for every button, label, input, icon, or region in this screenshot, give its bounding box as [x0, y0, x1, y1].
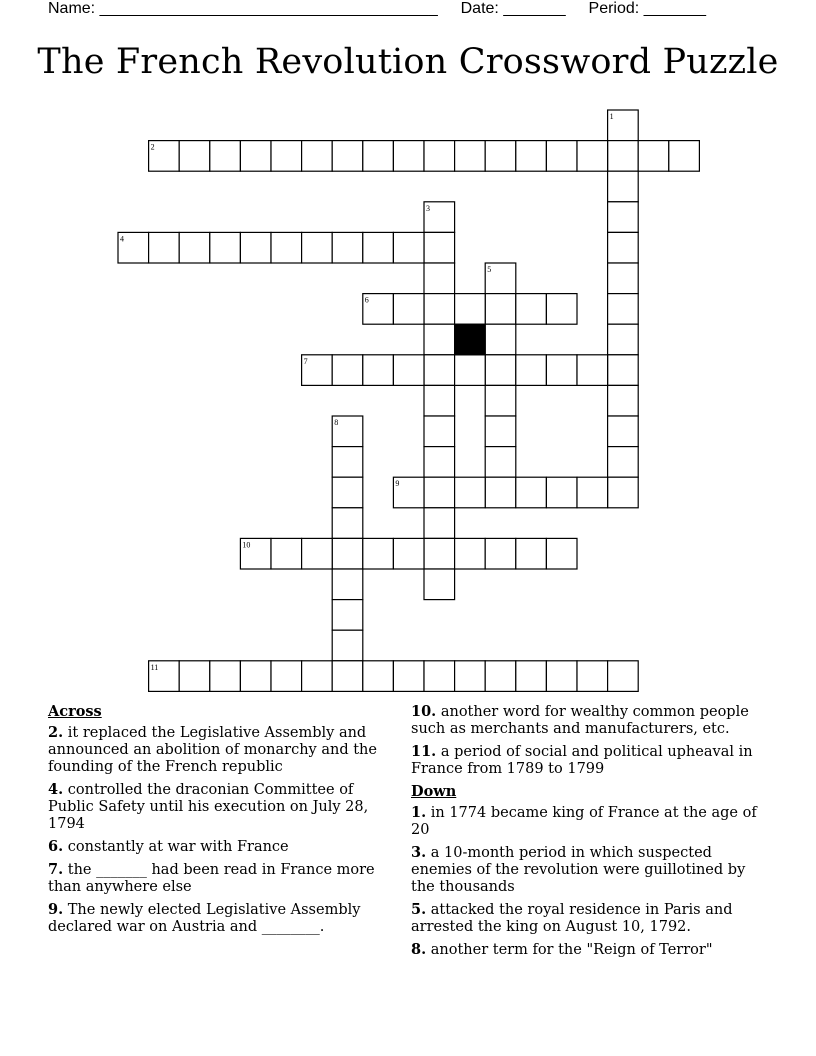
grid-cell[interactable]: [485, 447, 516, 478]
grid-cell[interactable]: [546, 355, 577, 386]
grid-cell[interactable]: [332, 538, 363, 569]
grid-cell[interactable]: [608, 355, 639, 386]
clue-text: another word for wealthy common people such as merchants and manufacturers, etc.: [411, 704, 749, 737]
clue-number-4: 4: [120, 234, 124, 244]
grid-cell[interactable]: [608, 324, 639, 355]
grid-cell[interactable]: [210, 232, 241, 263]
grid-cell[interactable]: [363, 538, 394, 569]
grid-cell[interactable]: [393, 661, 424, 692]
grid-cell[interactable]: [608, 447, 639, 478]
grid-cell[interactable]: [424, 141, 455, 172]
grid-cell[interactable]: [546, 294, 577, 325]
grid-cell[interactable]: [424, 508, 455, 539]
grid-cell[interactable]: [332, 355, 363, 386]
grid-cell[interactable]: [393, 294, 424, 325]
clue-number: 11.: [411, 743, 437, 760]
clues-left-column: [48, 703, 393, 941]
grid-cell[interactable]: [240, 232, 271, 263]
grid-cell[interactable]: [179, 232, 210, 263]
grid-cell[interactable]: [332, 232, 363, 263]
down-clue-list: [411, 804, 763, 959]
grid-cell[interactable]: [363, 232, 394, 263]
clue-number-6: 6: [364, 295, 369, 305]
across-clue: [411, 743, 763, 778]
grid-cell[interactable]: [608, 232, 639, 263]
clue-number-7: 7: [303, 356, 308, 366]
grid-cell[interactable]: [516, 141, 547, 172]
clue-number: 1.: [411, 804, 427, 821]
grid-cell[interactable]: [240, 141, 271, 172]
clue-text: a 10-month period in which suspected enemies of the revolution were guillotined by the thousands: [411, 845, 746, 895]
grid-cell[interactable]: [485, 324, 516, 355]
grid-cell[interactable]: [210, 661, 241, 692]
down-clue: [411, 844, 763, 896]
across-heading: Across: [48, 703, 102, 720]
clue-number: 10.: [411, 703, 437, 720]
across-clue: [48, 901, 393, 936]
grid-cell[interactable]: [608, 661, 639, 692]
clue-number: 8.: [411, 941, 427, 958]
grid-cell[interactable]: [485, 355, 516, 386]
across-clue: [48, 724, 393, 776]
grid-cell[interactable]: [455, 141, 486, 172]
grid-cell[interactable]: [608, 171, 639, 202]
grid-cell[interactable]: [669, 141, 700, 172]
clue-number-9: 9: [395, 479, 400, 489]
grid-cell[interactable]: [332, 600, 363, 631]
date-blank[interactable]: _______: [503, 0, 566, 17]
grid-cell[interactable]: [302, 141, 333, 172]
grid-cell[interactable]: [546, 141, 577, 172]
grid-cell[interactable]: [485, 477, 516, 508]
grid-cell[interactable]: [424, 355, 455, 386]
grid-cell[interactable]: [363, 355, 394, 386]
grid-cell[interactable]: [577, 355, 608, 386]
grid-cell[interactable]: [546, 538, 577, 569]
clue-number-11: 11: [150, 662, 159, 672]
grid-cell[interactable]: [424, 447, 455, 478]
shaded-grid-cell: [455, 324, 486, 355]
across-clue-list-continued: [411, 703, 763, 778]
grid-cell[interactable]: [363, 141, 394, 172]
clue-number: 4.: [48, 781, 64, 798]
across-clue: [48, 781, 393, 833]
grid-cell[interactable]: [393, 141, 424, 172]
grid-cell[interactable]: [332, 447, 363, 478]
grid-cell[interactable]: [455, 294, 486, 325]
page-title: The French Revolution Crossword Puzzle: [37, 42, 779, 82]
period-label: Period:: [588, 0, 640, 17]
clue-text: controlled the draconian Committee of Public Safety until his execution on July 28, 1794: [48, 782, 369, 832]
grid-cell[interactable]: [516, 355, 547, 386]
grid-cell[interactable]: [516, 477, 547, 508]
across-clue: [411, 703, 763, 738]
clue-number: 6.: [48, 838, 64, 855]
grid-cell[interactable]: [302, 661, 333, 692]
down-heading: Down: [411, 783, 457, 800]
grid-cell[interactable]: [332, 508, 363, 539]
grid-cell[interactable]: [424, 538, 455, 569]
grid-cell[interactable]: [271, 232, 302, 263]
grid-cell[interactable]: [332, 477, 363, 508]
grid-cell[interactable]: [271, 661, 302, 692]
grid-cell[interactable]: [608, 477, 639, 508]
clue-number: 2.: [48, 724, 64, 741]
clue-number-8: 8: [334, 418, 339, 427]
grid-cell[interactable]: [577, 661, 608, 692]
grid-cell[interactable]: [424, 569, 455, 600]
date-label: Date:: [460, 0, 499, 17]
clue-number-10: 10: [242, 540, 251, 550]
grid-cell[interactable]: [455, 538, 486, 569]
grid-cell[interactable]: [608, 294, 639, 325]
grid-cell[interactable]: [302, 232, 333, 263]
clue-number: 3.: [411, 844, 427, 861]
grid-cell[interactable]: [393, 538, 424, 569]
clue-number: 9.: [48, 901, 64, 918]
grid-cell[interactable]: [516, 538, 547, 569]
clue-text: in 1774 became king of France at the age of 20: [411, 805, 757, 838]
clue-number-5: 5: [487, 265, 492, 274]
grid-cell[interactable]: [424, 324, 455, 355]
grid-cell[interactable]: [546, 661, 577, 692]
grid-cell[interactable]: [608, 416, 639, 447]
grid-cell[interactable]: [393, 232, 424, 263]
grid-cell[interactable]: [424, 416, 455, 447]
grid-cell[interactable]: [332, 569, 363, 600]
name-label: Name:: [48, 0, 96, 17]
grid-cell[interactable]: [179, 661, 210, 692]
grid-cell[interactable]: [485, 294, 516, 325]
grid-cell[interactable]: [393, 355, 424, 386]
grid-cell[interactable]: [516, 294, 547, 325]
grid-cell[interactable]: [546, 477, 577, 508]
grid-cell[interactable]: [332, 141, 363, 172]
across-clue: [48, 838, 393, 856]
clue-text: the _______ had been read in France more than anywhere else: [48, 862, 375, 895]
grid-cell[interactable]: [424, 477, 455, 508]
across-clue-list: [48, 724, 393, 936]
grid-cell[interactable]: [455, 661, 486, 692]
clue-text: another term for the "Reign of Terror": [426, 942, 713, 958]
grid-cell[interactable]: [149, 232, 180, 263]
grid-cell[interactable]: [608, 202, 639, 233]
grid-cell[interactable]: [455, 355, 486, 386]
clue-text: it replaced the Legislative Assembly and announced an abolition of monarchy and the founding of the French republic: [48, 725, 377, 775]
grid-cell[interactable]: [638, 141, 669, 172]
clue-text: The newly elected Legislative Assembly declared war on Austria and ________.: [48, 902, 361, 935]
grid-cell[interactable]: [302, 538, 333, 569]
down-clue: [411, 804, 763, 839]
clue-number-3: 3: [426, 203, 430, 213]
grid-cell[interactable]: [179, 141, 210, 172]
grid-cell[interactable]: [424, 263, 455, 294]
clue-text: a period of social and political upheaval in France from 1789 to 1799: [411, 744, 753, 777]
grid-cell[interactable]: [363, 661, 394, 692]
clue-number-2: 2: [150, 142, 155, 152]
student-info-header: [48, 0, 706, 18]
grid-cell[interactable]: [424, 294, 455, 325]
name-blank[interactable]: ______________________________________: [99, 0, 438, 17]
grid-cell[interactable]: [485, 538, 516, 569]
grid-cell[interactable]: [485, 661, 516, 692]
grid-cell[interactable]: [332, 630, 363, 661]
grid-cell[interactable]: [516, 661, 547, 692]
grid-cell[interactable]: [485, 141, 516, 172]
down-clue: [411, 901, 763, 936]
grid-cell[interactable]: [485, 385, 516, 416]
grid-cell[interactable]: [271, 141, 302, 172]
grid-cell[interactable]: [424, 661, 455, 692]
grid-cell[interactable]: [577, 141, 608, 172]
grid-cell[interactable]: [608, 263, 639, 294]
clue-number-1: 1: [609, 112, 614, 121]
grid-cell[interactable]: [608, 141, 639, 172]
clue-number: 7.: [48, 861, 64, 878]
grid-cell[interactable]: [424, 385, 455, 416]
clue-text: attacked the royal residence in Paris and arrested the king on August 10, 1792.: [411, 902, 733, 935]
across-clue: [48, 861, 393, 896]
period-blank[interactable]: _______: [643, 0, 706, 17]
grid-cell[interactable]: [210, 141, 241, 172]
grid-cell[interactable]: [424, 232, 455, 263]
grid-cell[interactable]: [455, 477, 486, 508]
down-clue: [411, 941, 763, 959]
grid-cell[interactable]: [608, 385, 639, 416]
grid-cell[interactable]: [332, 661, 363, 692]
grid-cell[interactable]: [485, 416, 516, 447]
clues-right-column: [411, 703, 763, 964]
clue-number: 5.: [411, 901, 427, 918]
grid-cell[interactable]: [577, 477, 608, 508]
clue-text: constantly at war with France: [63, 839, 289, 855]
grid-cell[interactable]: [240, 661, 271, 692]
grid-cell[interactable]: [271, 538, 302, 569]
